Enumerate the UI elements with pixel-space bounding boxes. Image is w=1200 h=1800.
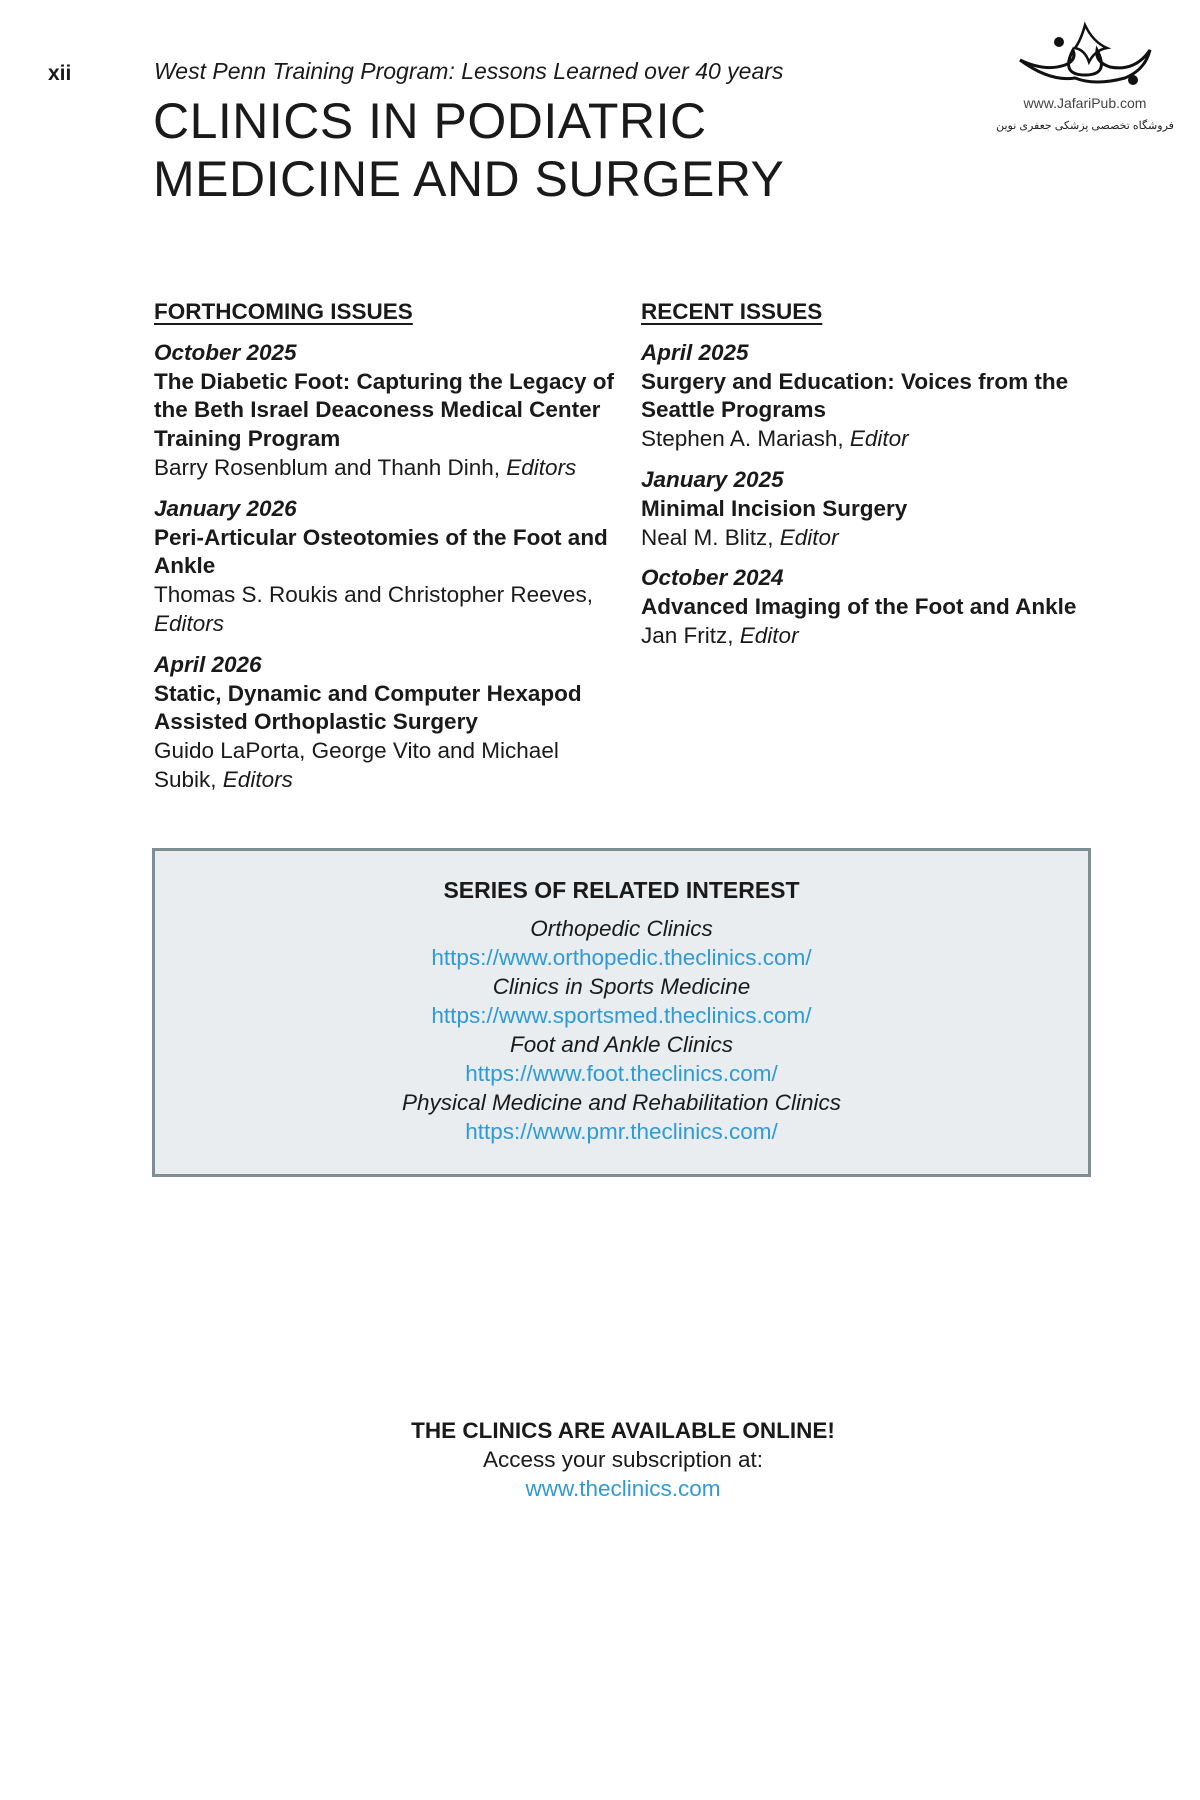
editor-names: Barry Rosenblum and Thanh Dinh, — [154, 454, 507, 480]
issue-title: Surgery and Education: Voices from the Seattle Programs — [641, 368, 1069, 423]
publisher-logo — [990, 20, 1180, 132]
issue-date: April 2025 — [641, 339, 749, 365]
issue-date: October 2025 — [154, 339, 297, 365]
issue-item — [154, 651, 624, 795]
editor-role: Editor — [849, 426, 909, 452]
editor-names: Thomas S. Roukis and Christopher Reeves, — [154, 582, 593, 608]
journal-title — [153, 92, 784, 208]
journal-title-line1: CLINICS IN PODIATRIC — [153, 93, 707, 149]
issue-item — [641, 466, 1111, 552]
forthcoming-heading: FORTHCOMING ISSUES — [154, 299, 413, 324]
editor-role: Editors — [154, 610, 225, 636]
online-text: Access your subscription at: — [482, 1447, 764, 1472]
editor-names: Stephen A. Mariash, — [641, 426, 850, 452]
journal-title-line2: MEDICINE AND SURGERY — [153, 151, 785, 207]
issue-item — [154, 495, 624, 639]
online-link[interactable]: www.theclinics.com — [525, 1476, 721, 1501]
series-name: Foot and Ankle Clinics — [509, 1032, 734, 1057]
logo-tagline: فروشگاه تخصصی پزشکی جعفری نوین — [996, 120, 1174, 132]
issue-editors — [154, 454, 624, 483]
issue-date: January 2026 — [154, 495, 297, 521]
online-heading: THE CLINICS ARE AVAILABLE ONLINE! — [411, 1418, 835, 1443]
editor-role: Editor — [779, 524, 839, 550]
issue-date: January 2025 — [641, 466, 784, 492]
issue-title: The Diabetic Foot: Capturing the Legacy of the Beth Israel Deaconess Medical Center Training Program — [154, 368, 615, 452]
series-link[interactable]: https://www.foot.theclinics.com/ — [465, 1061, 778, 1086]
series-link[interactable]: https://www.orthopedic.theclinics.com/ — [431, 945, 812, 970]
issue-editors — [641, 524, 1111, 553]
editor-role: Editors — [222, 766, 293, 792]
issue-item — [641, 564, 1111, 650]
editor-names: Neal M. Blitz, — [641, 524, 780, 550]
issue-date: October 2024 — [641, 565, 784, 591]
issue-editors — [641, 425, 1111, 454]
issue-title: Minimal Incision Surgery — [641, 495, 908, 521]
issue-editors — [154, 737, 624, 795]
issue-item — [641, 339, 1111, 454]
issue-title: Advanced Imaging of the Foot and Ankle — [641, 594, 1077, 620]
issue-editors — [154, 581, 624, 639]
related-series-box — [152, 848, 1091, 1177]
issue-date: April 2026 — [154, 651, 262, 677]
series-link[interactable]: https://www.sportsmed.theclinics.com/ — [431, 1003, 812, 1028]
issue-subtitle: West Penn Training Program: Lessons Learned over 40 years — [154, 58, 784, 84]
series-name: Orthopedic Clinics — [530, 916, 713, 941]
series-link[interactable]: https://www.pmr.theclinics.com/ — [465, 1119, 778, 1144]
recent-issues — [641, 298, 1111, 663]
series-name: Clinics in Sports Medicine — [492, 974, 751, 999]
editor-names: Jan Fritz, — [641, 622, 740, 648]
forthcoming-issues — [154, 298, 624, 807]
online-access — [0, 1416, 1200, 1503]
logo-url: www.JafariPub.com — [1023, 95, 1147, 111]
recent-heading: RECENT ISSUES — [641, 299, 823, 324]
series-name: Physical Medicine and Rehabilitation Clinics — [402, 1090, 841, 1115]
issue-editors — [641, 622, 1111, 651]
editor-role: Editor — [739, 622, 799, 648]
editor-role: Editors — [506, 454, 577, 480]
calligraphy-logo-icon — [1015, 20, 1155, 90]
editor-names: Guido LaPorta, George Vito and Michael Subik, — [154, 738, 559, 792]
issue-item — [154, 339, 624, 483]
page-number: xii — [48, 62, 72, 85]
issue-title: Static, Dynamic and Computer Hexapod Assisted Orthoplastic Surgery — [154, 680, 582, 735]
series-heading: SERIES OF RELATED INTEREST — [443, 877, 800, 903]
issue-title: Peri-Articular Osteotomies of the Foot and Ankle — [154, 524, 608, 579]
